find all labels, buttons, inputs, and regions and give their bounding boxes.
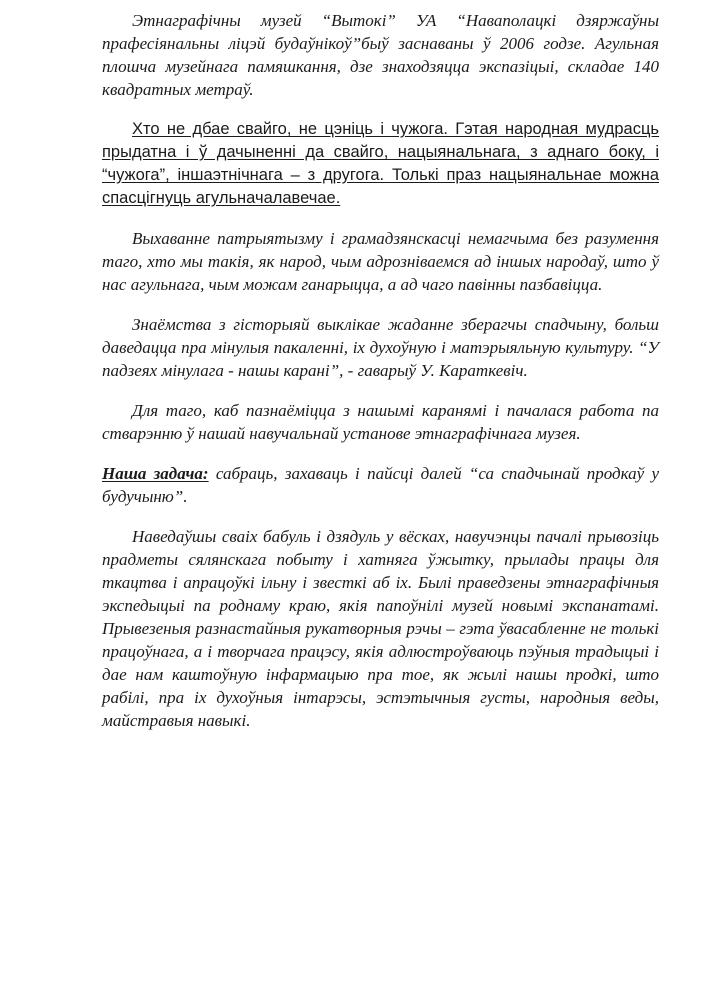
paragraph-text: Для таго, каб пазнаёміцца з нашымі каранямі і пачалася работа па стварэнню ў нашай навучальнай установе этнаграфічнага музея.: [102, 401, 659, 443]
paragraph-our-task: [102, 462, 659, 508]
paragraph-text: Знаёмства з гісторыяй выклікае жаданне зберагчы спадчыну, больш даведацца пра мінулыя пакаленні, іх духоўную і матэрыяльную культуру. “У падзеях мінулага - нашы карані”, - гаварыў У. Караткевіч.: [102, 315, 659, 380]
paragraph-folk-wisdom: [102, 118, 659, 210]
paragraph-museum-founding: [102, 9, 659, 101]
paragraph-museum-creation: [102, 399, 659, 445]
paragraph-expeditions: [102, 525, 659, 732]
paragraph-text: Хто не дбае свайго, не цэніць і чужога. Гэтая народная мудрасць прыдатна і ў дачыненні да свайго, нацыянальнага, з аднаго боку, і “чужога”, іншаэтнічнага – з другога. Толькі праз нацыянальнае можна спасцігнуць агульначалавечае.: [102, 120, 659, 207]
paragraph-patriotism: [102, 227, 659, 296]
paragraph-text: Наведаўшы сваіх бабуль і дзядуль у вёсках, навучэнцы пачалі прывозіць прадметы сялянскага побыту і хатняга ўжытку, прылады працы для ткацтва і апрацоўкі ільну і звесткі аб іх. Былі праведзены этнаграфічныя экспедыцыі па роднаму краю, якія папоўнілі музей новымі экспанатамі. Прывезеныя разнастайныя рукатворныя рэчы – гэта ўвасабленне не толькі працоўнага, а і творчага працэсу, якія адлюстроўваюць пэўныя традыцыі і дае нам каштоўную інфармацыю пра тое, як жылі нашы продкі, што рабілі, пра іх духоўныя інтарэсы, эстэтычныя густы, народныя веды, майстравыя навыкі.: [102, 527, 659, 730]
paragraph-text: Выхаванне патрыятызму і грамадзянскасці немагчыма без разумення таго, хто мы такія, як народ, чым адрозніваемся ад іншых народаў, што ў нас агульнага, чым можам ганарыцца, а ад чаго павінны пазбавіцца.: [102, 229, 659, 294]
paragraph-text: Этнаграфічны музей “Вытокі” УА “Наваполацкі дзяржаўны прафесіянальны ліцэй будаўнікоў”быў заснаваны ў 2006 годзе. Агульная плошча музейнага памяшкання, дзе знаходзяцца экспазіцыі, складае 140 квадратных метраў.: [102, 11, 659, 99]
task-label: Наша задача:: [102, 464, 209, 483]
paragraph-history: [102, 313, 659, 382]
paragraph-text: сабраць, захаваць і пайсці далей “са спадчынай продкаў у будучыню”.: [102, 464, 660, 506]
